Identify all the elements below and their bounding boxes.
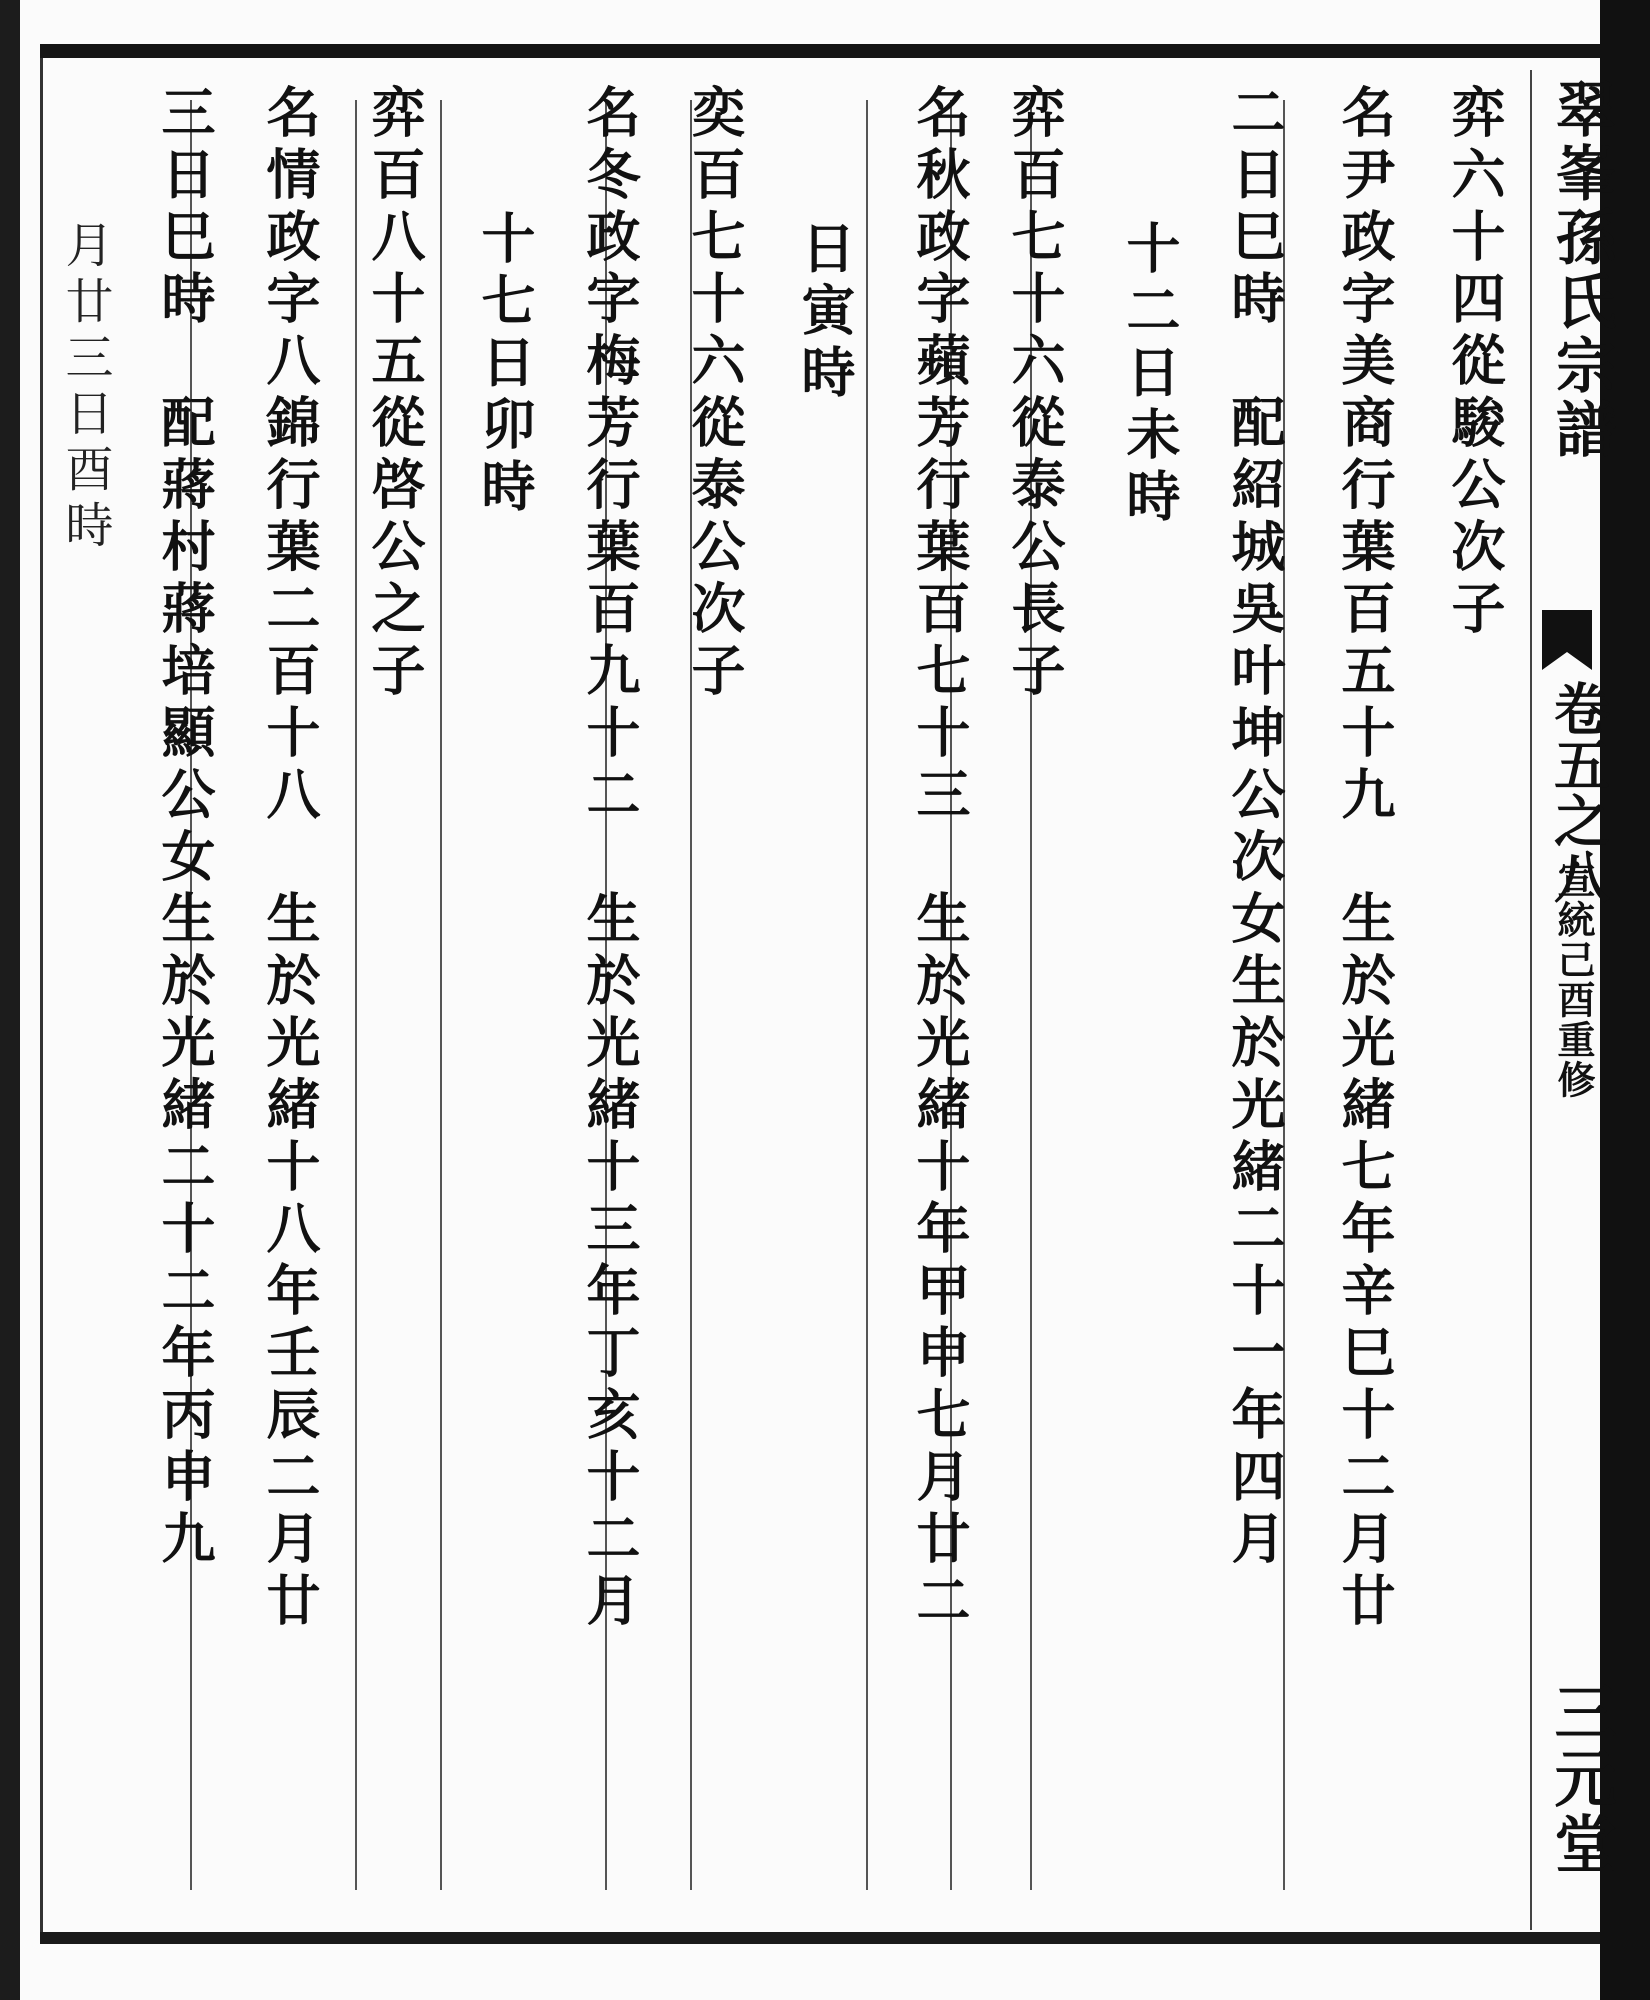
top-border <box>40 44 1600 58</box>
text-column: 名秋政字蘋芳行葉百七十三 生於光緒十年甲申七月廿二 <box>908 84 972 1634</box>
text-column: 弈六十四從駿公次子 <box>1443 84 1507 642</box>
text-column: 名冬政字梅芳行葉百九十二 生於光緒十三年丁亥十二月 <box>578 84 642 1634</box>
text-column: 二日巳時 配紹城吳叶坤公次女生於光緒二十一年四月 <box>1223 84 1287 1572</box>
title-banner <box>1530 70 1617 1930</box>
text-column: 日寅時 <box>793 220 857 406</box>
column-rule <box>866 100 868 1890</box>
text-column: 月廿三日酉時 <box>57 220 113 556</box>
edition-note: 宣統己酉重修 <box>1551 860 1596 1100</box>
text-column: 弈百八十五從啓公之子 <box>363 84 427 704</box>
fish-tail-mark-icon <box>1542 610 1592 670</box>
hall-name: 三元堂 <box>1544 1680 1617 1878</box>
text-column: 弈百七十六從泰公長子 <box>1003 84 1067 704</box>
text-column: 十七日卯時 <box>473 210 537 520</box>
bottom-border <box>40 1932 1600 1944</box>
volume-label: 卷五之八 <box>1545 680 1611 904</box>
genealogy-title: 翠峯孫氏宗譜 <box>1546 78 1616 462</box>
column-rule <box>355 100 357 1890</box>
column-rule <box>440 100 442 1890</box>
text-column: 名尹政字美商行葉百五十九 生於光緒七年辛巳十二月廿 <box>1333 84 1397 1634</box>
text-column: 三日巳時 配蔣村蔣培顯公女生於光緒二十二年丙申九 <box>153 84 217 1572</box>
text-column: 奕百七十六從泰公次子 <box>683 84 747 704</box>
left-page-edge <box>0 0 20 2000</box>
text-column: 十二日未時 <box>1118 220 1182 530</box>
text-column: 名情政字八錦行葉二百十八 生於光緒十八年壬辰二月廿 <box>258 84 322 1634</box>
